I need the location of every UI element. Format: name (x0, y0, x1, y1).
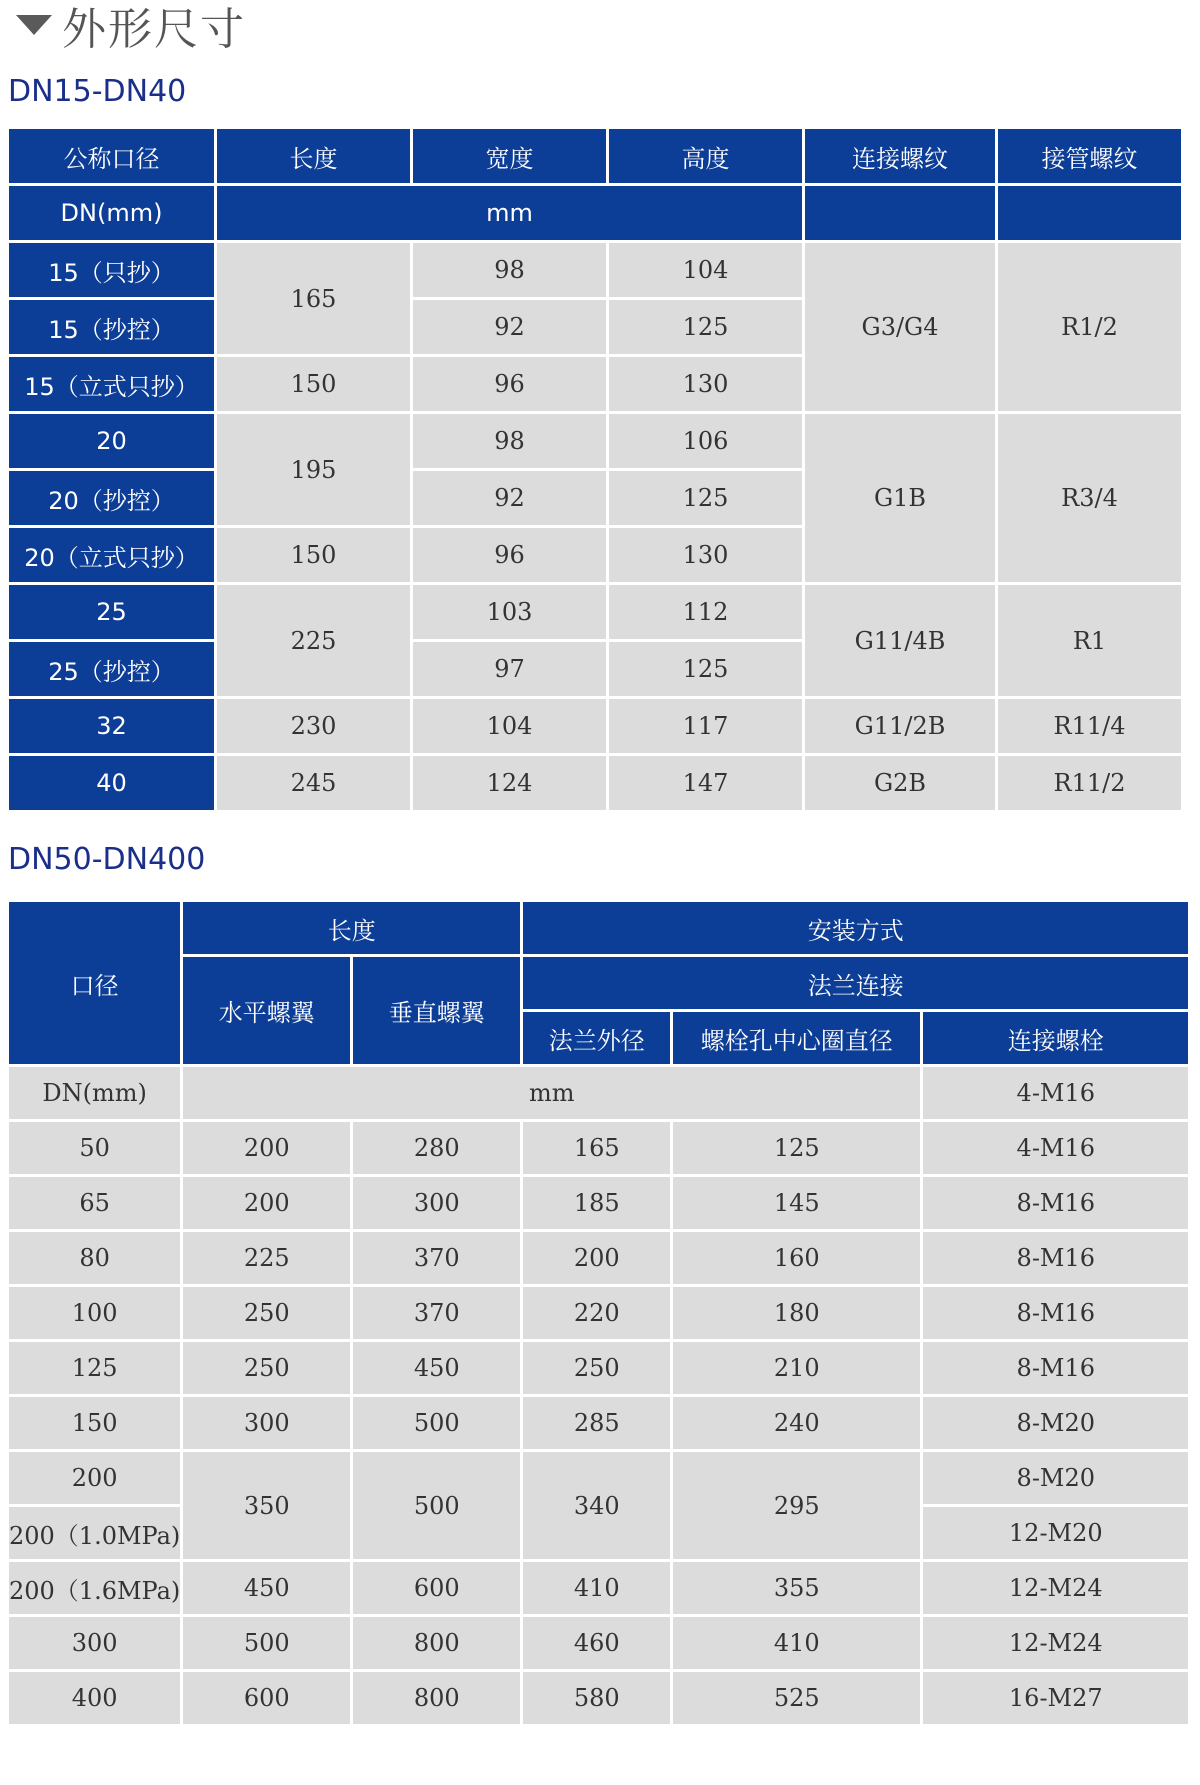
cell: R11/2 (998, 756, 1181, 810)
cell: 165 (523, 1122, 670, 1174)
cell: 460 (523, 1617, 670, 1669)
table-row (9, 1342, 1188, 1394)
header-cell: 连接螺纹 (805, 129, 995, 183)
cell: 160 (673, 1232, 920, 1284)
table-row (9, 756, 1181, 810)
cell: 450 (353, 1342, 520, 1394)
cell: 12-M24 (923, 1617, 1188, 1669)
unit-row (9, 1067, 1188, 1119)
cell: 4-M16 (923, 1122, 1188, 1174)
header-cell: 公称口径 (9, 129, 214, 183)
cell: G1B (805, 414, 995, 582)
table-row (9, 1232, 1188, 1284)
cell: 525 (673, 1672, 920, 1724)
cell: 145 (673, 1177, 920, 1229)
cell: 200 (183, 1122, 350, 1174)
cell: 150 (217, 528, 410, 582)
table-row (9, 585, 1181, 639)
cell: 220 (523, 1287, 670, 1339)
table-row (9, 1672, 1188, 1724)
cell: 98 (413, 414, 606, 468)
cell: 96 (413, 528, 606, 582)
cell: R3/4 (998, 414, 1181, 582)
cell: 103 (413, 585, 606, 639)
cell: 8-M16 (923, 1342, 1188, 1394)
unit-label: DN(mm) (9, 186, 214, 240)
cell: 104 (413, 699, 606, 753)
cell: 600 (183, 1672, 350, 1724)
empty-cell (998, 186, 1181, 240)
row-label: 32 (9, 699, 214, 753)
table-row (9, 1122, 1188, 1174)
cell: 355 (673, 1562, 920, 1614)
cell: 130 (609, 357, 802, 411)
header-flange-od: 法兰外径 (523, 1012, 670, 1064)
cell: 8-M16 (923, 1287, 1188, 1339)
cell: 500 (353, 1452, 520, 1559)
unit-cell: mm (183, 1067, 920, 1119)
row-label: 80 (9, 1232, 180, 1284)
cell: 147 (609, 756, 802, 810)
cell: 92 (413, 471, 606, 525)
cell: 124 (413, 756, 606, 810)
row-label: 40 (9, 756, 214, 810)
header-caliber: 口径 (9, 902, 180, 1064)
cell: 8-M20 (923, 1452, 1188, 1504)
header-bolt-circle: 螺栓孔中心圈直径 (673, 1012, 920, 1064)
cell: 8-M16 (923, 1177, 1188, 1229)
unit-cell: mm (217, 186, 802, 240)
row-label: 150 (9, 1397, 180, 1449)
cell: 450 (183, 1562, 350, 1614)
header-cell: 宽度 (413, 129, 606, 183)
unit-label: DN(mm) (9, 1067, 180, 1119)
cell: R11/4 (998, 699, 1181, 753)
cell: 280 (353, 1122, 520, 1174)
cell: 8-M20 (923, 1397, 1188, 1449)
cell: 410 (673, 1617, 920, 1669)
cell: 185 (523, 1177, 670, 1229)
table-row (9, 1287, 1188, 1339)
cell: 8-M16 (923, 1232, 1188, 1284)
table-row (9, 1177, 1188, 1229)
header-flange: 法兰连接 (523, 957, 1188, 1009)
row-label: 200 (9, 1452, 180, 1504)
header-cell: 长度 (217, 129, 410, 183)
cell: 250 (523, 1342, 670, 1394)
row-label: 100 (9, 1287, 180, 1339)
cell: G11/2B (805, 699, 995, 753)
cell: 340 (523, 1452, 670, 1559)
cell: 200 (183, 1177, 350, 1229)
cell: 130 (609, 528, 802, 582)
table-row (9, 1397, 1188, 1449)
cell: 295 (673, 1452, 920, 1559)
cell: 200 (523, 1232, 670, 1284)
table-row (9, 243, 1181, 297)
row-label: 15（立式只抄） (9, 357, 214, 411)
cell: 92 (413, 300, 606, 354)
cell: 125 (609, 471, 802, 525)
cell: 16-M27 (923, 1672, 1188, 1724)
section2-title: DN50-DN400 (8, 842, 206, 877)
cell: 225 (217, 585, 410, 696)
cell: 600 (353, 1562, 520, 1614)
header-vertical: 垂直螺翼 (353, 957, 520, 1064)
table-row (9, 1452, 1188, 1504)
header-horizontal: 水平螺翼 (183, 957, 350, 1064)
cell: G3/G4 (805, 243, 995, 411)
table-dn50-dn400 (6, 899, 1191, 1727)
row-label: 15（抄控） (9, 300, 214, 354)
cell: 350 (183, 1452, 350, 1559)
cell: 500 (183, 1617, 350, 1669)
cell: 12-M20 (923, 1507, 1188, 1559)
cell: 4-M16 (923, 1067, 1188, 1119)
cell: G2B (805, 756, 995, 810)
cell: R1/2 (998, 243, 1181, 411)
cell: G11/4B (805, 585, 995, 696)
cell: 106 (609, 414, 802, 468)
row-label: 25（抄控） (9, 642, 214, 696)
cell: 800 (353, 1617, 520, 1669)
table-row (9, 1617, 1188, 1669)
cell: 300 (353, 1177, 520, 1229)
row-label: 20（抄控） (9, 471, 214, 525)
cell: 410 (523, 1562, 670, 1614)
cell: 210 (673, 1342, 920, 1394)
cell: 112 (609, 585, 802, 639)
row-label: 200（1.0MPa) (9, 1507, 180, 1559)
header-length: 长度 (183, 902, 520, 954)
unit-row (9, 186, 1181, 240)
row-label: 300 (9, 1617, 180, 1669)
header-install: 安装方式 (523, 902, 1188, 954)
cell: 250 (183, 1342, 350, 1394)
cell: 104 (609, 243, 802, 297)
row-label: 20（立式只抄） (9, 528, 214, 582)
cell: 245 (217, 756, 410, 810)
cell: 285 (523, 1397, 670, 1449)
cell: 225 (183, 1232, 350, 1284)
cell: 150 (217, 357, 410, 411)
triangle-down-icon (16, 15, 52, 35)
cell: 97 (413, 642, 606, 696)
page-title-text: 外形尺寸 (62, 4, 246, 55)
row-label: 25 (9, 585, 214, 639)
cell: 500 (353, 1397, 520, 1449)
table-header-row (9, 957, 1188, 1009)
row-label: 400 (9, 1672, 180, 1724)
cell: 180 (673, 1287, 920, 1339)
row-label: 65 (9, 1177, 180, 1229)
cell: 580 (523, 1672, 670, 1724)
row-label: 15（只抄） (9, 243, 214, 297)
table-header-row (9, 902, 1188, 954)
cell: 125 (609, 300, 802, 354)
header-bolts: 连接螺栓 (923, 1012, 1188, 1064)
page-title (16, 0, 246, 55)
cell: 125 (609, 642, 802, 696)
cell: 230 (217, 699, 410, 753)
table-header-row (9, 129, 1181, 183)
cell: 96 (413, 357, 606, 411)
header-cell: 高度 (609, 129, 802, 183)
cell: 240 (673, 1397, 920, 1449)
empty-cell (805, 186, 995, 240)
row-label: 125 (9, 1342, 180, 1394)
cell: 250 (183, 1287, 350, 1339)
cell: 300 (183, 1397, 350, 1449)
row-label: 50 (9, 1122, 180, 1174)
row-label: 200（1.6MPa) (9, 1562, 180, 1614)
table-dn15-dn40 (6, 126, 1184, 813)
cell: 370 (353, 1232, 520, 1284)
section1-title: DN15-DN40 (8, 74, 187, 109)
table-row (9, 1562, 1188, 1614)
cell: R1 (998, 585, 1181, 696)
cell: 370 (353, 1287, 520, 1339)
cell: 98 (413, 243, 606, 297)
table-row (9, 699, 1181, 753)
cell: 125 (673, 1122, 920, 1174)
cell: 12-M24 (923, 1562, 1188, 1614)
cell: 165 (217, 243, 410, 354)
row-label: 20 (9, 414, 214, 468)
cell: 800 (353, 1672, 520, 1724)
cell: 117 (609, 699, 802, 753)
table-row (9, 414, 1181, 468)
cell: 195 (217, 414, 410, 525)
header-cell: 接管螺纹 (998, 129, 1181, 183)
